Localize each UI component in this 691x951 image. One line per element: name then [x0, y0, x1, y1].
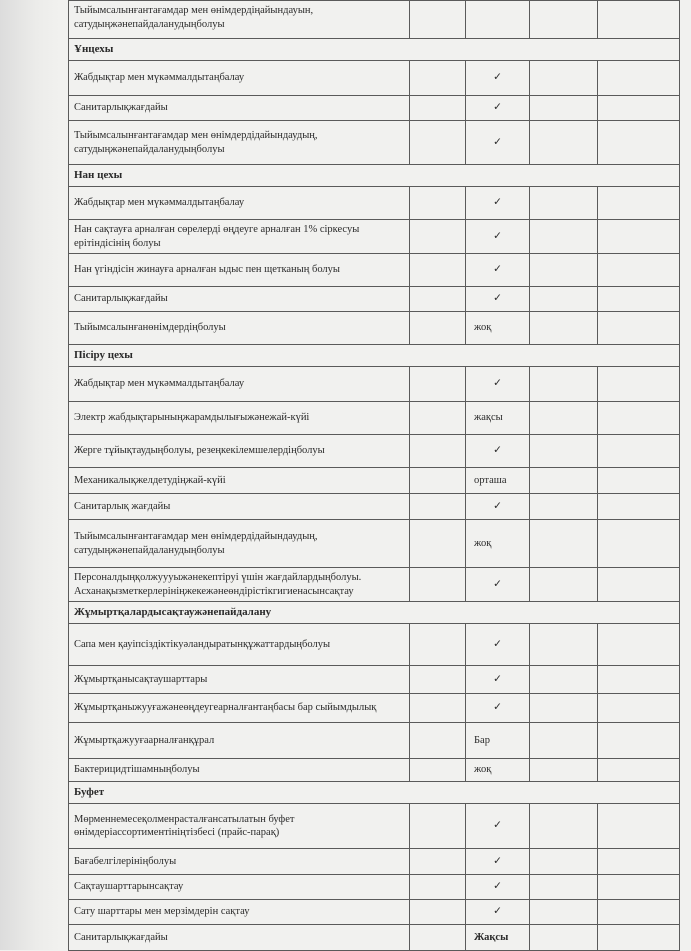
- criterion-label: Персоналдыңқолжуууыжәнекептіруі үшін жағдайлардыңболуы. Асханақызметкерлерініңжекежәнеөндірістікгигиенасынсақтау: [69, 568, 410, 602]
- section-title: Нан цехы: [69, 165, 680, 187]
- empty-cell: [530, 220, 598, 254]
- criterion-label: Мөрменнемесеқолменрасталғансатылатын буфет өнімдеріассортиментініңтізбесі (прайс-парақ): [69, 804, 410, 849]
- empty-cell: [410, 402, 466, 435]
- empty-cell: [598, 900, 680, 925]
- empty-cell: [530, 1, 598, 39]
- empty-cell: [410, 287, 466, 312]
- checklist-row: [69, 925, 680, 951]
- checklist-row: [69, 96, 680, 121]
- empty-cell: [410, 694, 466, 723]
- empty-cell: [530, 759, 598, 782]
- criterion-label: Жұмыртқаныжууғажәнеөңдеугеарналғантаңбасы бар сыйымдылық: [69, 694, 410, 723]
- empty-cell: [598, 568, 680, 602]
- empty-cell: [530, 694, 598, 723]
- empty-cell: [530, 187, 598, 220]
- empty-cell: [530, 367, 598, 402]
- checklist-row: [69, 402, 680, 435]
- section-header-row: [69, 782, 680, 804]
- empty-cell: [410, 312, 466, 345]
- checklist-row: [69, 61, 680, 96]
- section-title: Ұнцехы: [69, 39, 680, 61]
- empty-cell: [410, 804, 466, 849]
- criterion-label: Сақтаушарттарынсақтау: [69, 875, 410, 900]
- empty-cell: [410, 187, 466, 220]
- checklist-row: [69, 367, 680, 402]
- criterion-label: Тыйымсалынғанөнімдердіңболуы: [69, 312, 410, 345]
- empty-cell: [530, 520, 598, 568]
- criterion-label: Жабдықтар мен мүкәммалдытаңбалау: [69, 187, 410, 220]
- checklist-row: [69, 435, 680, 468]
- empty-cell: [530, 804, 598, 849]
- assessment-value: Бар: [466, 723, 530, 759]
- criterion-label: Механикалықжелдетудіңжай-күйі: [69, 468, 410, 494]
- empty-cell: [598, 468, 680, 494]
- empty-cell: [598, 96, 680, 121]
- empty-cell: [598, 520, 680, 568]
- empty-cell: [410, 520, 466, 568]
- empty-cell: [530, 568, 598, 602]
- checklist-row: [69, 468, 680, 494]
- empty-cell: [598, 759, 680, 782]
- empty-cell: [530, 312, 598, 345]
- checkmark-icon: ✓: [466, 367, 530, 402]
- checklist-row: [69, 187, 680, 220]
- checkmark-icon: ✓: [466, 875, 530, 900]
- criterion-label: Жұмыртқажууғаарналғанқұрал: [69, 723, 410, 759]
- empty-cell: [410, 875, 466, 900]
- empty-cell: [530, 925, 598, 951]
- checkmark-icon: ✓: [466, 624, 530, 666]
- section-title: Жұмыртқалардысақтаужәнепайдалану: [69, 602, 680, 624]
- empty-cell: [598, 494, 680, 520]
- criterion-label-text: Тыйымсалынғантағамдар мен өнімдердіңайындауын, сатудыңжәнепайдаланудыңболуы: [74, 5, 314, 30]
- empty-cell: [598, 61, 680, 96]
- empty-cell: [410, 849, 466, 875]
- assessment-value: Жақсы: [466, 925, 530, 951]
- checklist-row: [69, 220, 680, 254]
- section-header-row: [69, 602, 680, 624]
- empty-cell: [598, 849, 680, 875]
- empty-cell: [410, 468, 466, 494]
- checkmark-icon: ✓: [466, 187, 530, 220]
- empty-cell: [598, 254, 680, 287]
- checklist-row: [69, 568, 680, 602]
- checklist-row: [69, 254, 680, 287]
- criterion-label: Тыйымсалынғантағамдар мен өнімдердідайындаудың, сатудыңжәнепайдаланудыңболуы: [69, 520, 410, 568]
- empty-cell: [530, 900, 598, 925]
- empty-cell: [530, 402, 598, 435]
- checkmark-icon: ✓: [466, 568, 530, 602]
- empty-cell: [530, 121, 598, 165]
- empty-cell: [530, 254, 598, 287]
- empty-cell: [530, 624, 598, 666]
- empty-cell: [410, 925, 466, 951]
- checklist-table: [68, 0, 680, 951]
- empty-cell: [598, 287, 680, 312]
- section-title: Пісіру цехы: [69, 345, 680, 367]
- checklist-row: [69, 694, 680, 723]
- document-page: [68, 0, 679, 951]
- empty-cell: [530, 494, 598, 520]
- empty-cell: [598, 925, 680, 951]
- empty-cell: [598, 220, 680, 254]
- empty-cell: [410, 759, 466, 782]
- checklist-row: [69, 875, 680, 900]
- empty-cell: [598, 367, 680, 402]
- criterion-label: Бағабелгілерініңболуы: [69, 849, 410, 875]
- empty-cell: [530, 61, 598, 96]
- empty-cell: [410, 624, 466, 666]
- checkmark-icon: ✓: [466, 900, 530, 925]
- assessment-value: жоқ: [466, 312, 530, 345]
- empty-cell: [410, 494, 466, 520]
- checkmark-icon: ✓: [466, 220, 530, 254]
- checkmark-icon: ✓: [466, 849, 530, 875]
- criterion-label: Сату шарттары мен мерзімдерін сақтау: [69, 900, 410, 925]
- checklist-row: [69, 759, 680, 782]
- empty-cell: [598, 312, 680, 345]
- checkmark-icon: ✓: [466, 804, 530, 849]
- checkmark-icon: ✓: [466, 494, 530, 520]
- checklist-row: [69, 804, 680, 849]
- empty-cell: [410, 1, 466, 39]
- criterion-label: Санитарлықжағдайы: [69, 287, 410, 312]
- checklist-row: [69, 1, 680, 39]
- criterion-label: Нан үгіндісін жинауға арналған ыдыс пен щетканың болуы: [69, 254, 410, 287]
- empty-cell: [410, 220, 466, 254]
- criterion-label: Жабдықтар мен мүкәммалдытаңбалау: [69, 61, 410, 96]
- criterion-label: Жұмыртқанысақтаушарттары: [69, 666, 410, 694]
- empty-cell: [410, 367, 466, 402]
- checkmark-icon: ✓: [466, 287, 530, 312]
- empty-cell: [410, 723, 466, 759]
- empty-cell: [530, 287, 598, 312]
- section-header-row: [69, 345, 680, 367]
- empty-cell: [598, 187, 680, 220]
- empty-cell: [598, 694, 680, 723]
- checkmark-icon: ✓: [466, 666, 530, 694]
- criterion-label: Жерге тұйықтаудыңболуы, резеңкекілемшелердіңболуы: [69, 435, 410, 468]
- checkmark-icon: ✓: [466, 435, 530, 468]
- checklist-row: [69, 723, 680, 759]
- empty-cell: [598, 624, 680, 666]
- criterion-label: Тыйымсалынғантағамдар мен өнімдердідайындаудың, сатудыңжәнепайдаланудыңболуы: [69, 121, 410, 165]
- assessment-value: жоқ: [466, 520, 530, 568]
- assessment-value: орташа: [466, 468, 530, 494]
- empty-cell: [530, 666, 598, 694]
- checklist-row: [69, 494, 680, 520]
- empty-cell: [410, 121, 466, 165]
- empty-cell: [598, 435, 680, 468]
- empty-cell: [598, 875, 680, 900]
- criterion-label: Сапа мен қауіпсіздіктікуәландыратынқұжаттардыңболуы: [69, 624, 410, 666]
- empty-cell: [598, 1, 680, 39]
- checklist-row: [69, 121, 680, 165]
- checkmark-icon: ✓: [466, 254, 530, 287]
- checkmark-icon: ✓: [466, 96, 530, 121]
- criterion-label: Нан сақтауға арналған сөрелерді өңдеуге арналған 1% сіркесуы ерітіндісінің болуы: [69, 220, 410, 254]
- empty-cell: [530, 723, 598, 759]
- empty-cell: [598, 804, 680, 849]
- checklist-row: [69, 520, 680, 568]
- checklist-row: [69, 312, 680, 345]
- page-edge-shadow: [0, 0, 60, 950]
- checklist-row: [69, 900, 680, 925]
- criterion-label: Электр жабдықтарыныңжарамдылығыжәнежай-күйі: [69, 402, 410, 435]
- empty-cell: [598, 402, 680, 435]
- section-header-row: [69, 39, 680, 61]
- checklist-body: [69, 1, 680, 951]
- criterion-label: Бактерицидтішамныңболуы: [69, 759, 410, 782]
- criterion-label: Санитарлықжағдайы: [69, 925, 410, 951]
- criterion-label: [69, 1, 410, 39]
- criterion-label: Жабдықтар мен мүкәммалдытаңбалау: [69, 367, 410, 402]
- empty-cell: [410, 96, 466, 121]
- empty-cell: [598, 121, 680, 165]
- empty-cell: [530, 468, 598, 494]
- criterion-label: Санитарлық жағдайы: [69, 494, 410, 520]
- empty-cell: [410, 666, 466, 694]
- empty-cell: [530, 875, 598, 900]
- checkmark-icon: ✓: [466, 694, 530, 723]
- checklist-row: [69, 666, 680, 694]
- empty-cell: [598, 666, 680, 694]
- checklist-row: [69, 849, 680, 875]
- empty-cell: [410, 61, 466, 96]
- empty-cell: [410, 435, 466, 468]
- assessment-value: жоқ: [466, 759, 530, 782]
- empty-cell: [530, 849, 598, 875]
- checkmark-icon: ✓: [466, 61, 530, 96]
- section-header-row: [69, 165, 680, 187]
- empty-cell: [598, 723, 680, 759]
- section-title: Буфет: [69, 782, 680, 804]
- assessment-value: [466, 1, 530, 39]
- empty-cell: [530, 435, 598, 468]
- empty-cell: [410, 900, 466, 925]
- empty-cell: [410, 254, 466, 287]
- empty-cell: [410, 568, 466, 602]
- checklist-row: [69, 287, 680, 312]
- checklist-row: [69, 624, 680, 666]
- criterion-label: Санитарлықжағдайы: [69, 96, 410, 121]
- assessment-value: жақсы: [466, 402, 530, 435]
- empty-cell: [530, 96, 598, 121]
- checkmark-icon: ✓: [466, 121, 530, 165]
